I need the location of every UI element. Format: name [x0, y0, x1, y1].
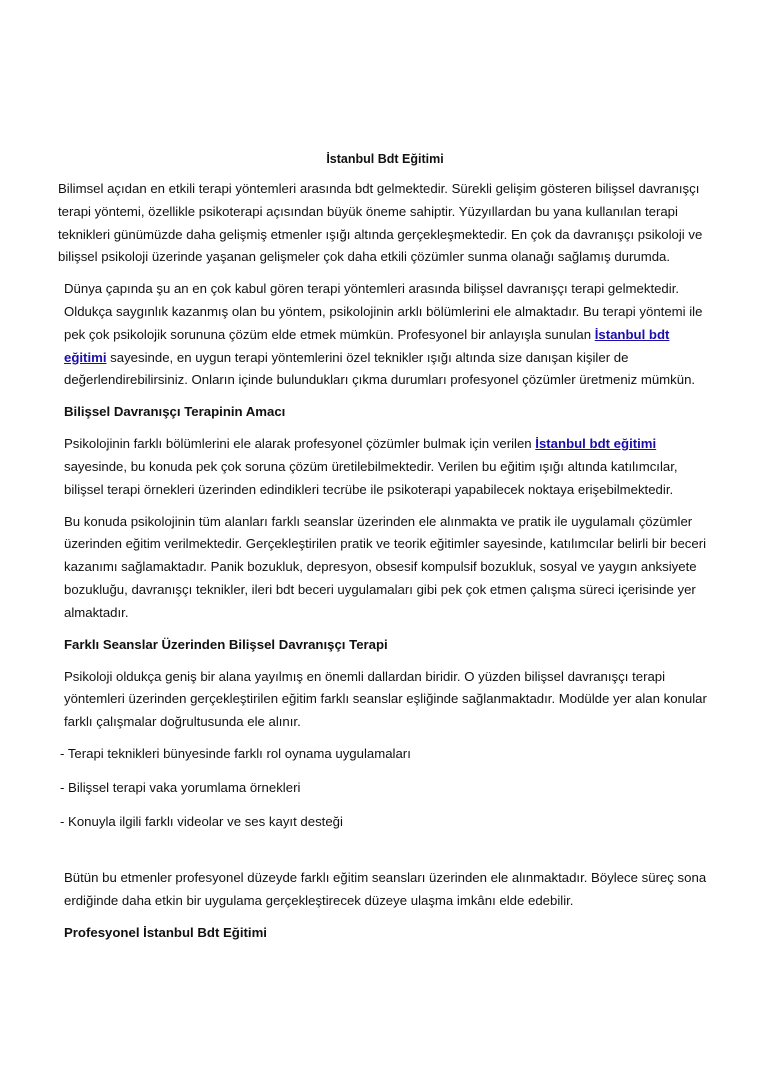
paragraph-conclusion: Bütün bu etmenler profesyonel düzeyde farklı eğitim seansları üzerinden ele alınmaktadır. Böylece süreç sona erdiğinde daha etkin bir uygulama gerçekleştirecek düzeye ulaşma imkânı elde edebilir.	[64, 869, 707, 908]
paragraph-text: Psikolojinin farklı bölümlerini ele alarak profesyonel çözümler bulmak için verilen	[64, 436, 536, 452]
paragraph-intro: Bilimsel açıdan en etkili terapi yöntemleri arasında bdt gelmektedir. Sürekli gelişim gösteren bilişsel davranışçı terapi yöntemi, özellikle psikoterapi açısından büyük öneme sahiptir. Yüzyıllardan bu yana kullanılan terapi teknikleri günümüzde daha gelişmiş etmenler ışığı altında gerçekleşmektedir. En çok da davranışçı psikoloji ve bilişsel psikoloji üzerinde yaşanan gelişmeler çok daha etkili çözümler sunma olanağı sağlamış durumda.	[58, 181, 703, 265]
heading-sessions: Farklı Seanslar Üzerinden Bilişsel Davranışçı Terapi	[64, 636, 388, 652]
istanbul-bdt-link[interactable]: İstanbul bdt eğitimi	[64, 326, 670, 365]
heading-purpose: Bilişsel Davranışçı Terapinin Amacı	[64, 404, 286, 420]
heading-professional: Profesyonel İstanbul Bdt Eğitimi	[64, 924, 267, 940]
list-item: - Bilişsel terapi vaka yorumlama örnekleri	[60, 779, 301, 795]
document-title: İstanbul Bdt Eğitimi	[326, 152, 444, 166]
paragraph-psychology: Psikoloji oldukça geniş bir alana yayılmış en önemli dallardan biridir. O yüzden bilişsel davranışçı terapi yöntemleri üzerinden gerçekleştirilen eğitim farklı seanslar eşliğinde sağlanmaktadır. Modülde yer alan konular farklı çalışmalar doğrultusunda ele alınır.	[64, 668, 707, 730]
spacer	[58, 845, 712, 867]
list-item: - Terapi teknikleri bünyesinde farklı rol oynama uygulamaları	[60, 745, 411, 761]
paragraph-text: sayesinde, en uygun terapi yöntemlerini özel teknikler ışığı altında size danışan kişiler de değerlendirebilirsiniz. Onların içinde bulundukları çıkma durumları profesyonel çözümler üretmeniz mümkün.	[64, 349, 696, 388]
paragraph-world	[58, 278, 712, 392]
paragraph-purpose	[58, 433, 712, 501]
paragraph-fields: Bu konuda psikolojinin tüm alanları farklı seanslar üzerinden ele alınmakta ve pratik ile uygulamalı çözümler üzerinden eğitim verilmektedir. Gerçekleştirilen pratik ve teorik eğitimler sayesinde, katılımcılar belirli bir beceri kazanımı sağlamaktadır. Panik bozukluk, depresyon, obsesif kompulsif bozukluk, sosyal ve yaygın anksiyete bozukluğu, davranışçı teknikler, ileri bdt beceri uygulamaları gibi pek çok etmen çalışma süreci içerisinde yer almaktadır.	[64, 513, 707, 620]
list-item: - Konuyla ilgili farklı videolar ve ses kayıt desteği	[60, 813, 343, 829]
istanbul-bdt-link[interactable]: İstanbul bdt eğitimi	[535, 436, 657, 452]
paragraph-text: Dünya çapında şu an en çok kabul gören terapi yöntemleri arasında bilişsel davranışçı terapi gelmektedir. Oldukça saygınlık kazanmış olan bu yöntem, psikolojinin arklı bölümlerini ele almaktadır. Bu terapi yöntemi ile pek çok psikolojik sorununa çözüm elde etmek mümkün. Profesyonel bir anlayışla sunulan	[64, 281, 703, 342]
paragraph-text: sayesinde, bu konuda pek çok soruna çözüm üretilebilmektedir. Verilen bu eğitim ışığı altında katılımcılar, bilişsel terapi örnekleri üzerinden edindikleri tecrübe ile psikoterapi yapabilecek noktaya erişebilmektedir.	[64, 458, 678, 497]
